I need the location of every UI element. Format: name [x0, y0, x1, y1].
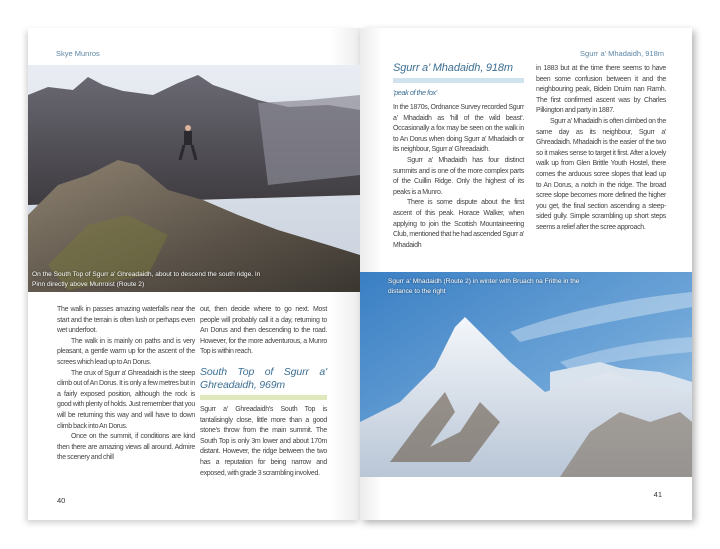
- paragraph: in 1883 but at the time there seems to have been some confusion between it and the neighbouring peak, Bidein Druim nan Ramh. The first confirmed ascent was by Charles Pilkington and party in 1887.: [536, 65, 666, 115]
- ridge-photo: [28, 65, 360, 292]
- text-column-1: [57, 305, 195, 464]
- text-column-2: [200, 305, 327, 479]
- text-column-1: [393, 62, 524, 251]
- paragraph: Sgurr a' Mhadaidh has four distinct summits and is one of the more complex parts of the Cuillin Ridge. Only the highest of its peaks is a Munro.: [393, 156, 524, 196]
- left-page: [28, 28, 360, 520]
- photo-caption: Sgurr a' Mhadaidh (Route 2) in winter with Bruach na Frithe in the distance to the right: [388, 278, 580, 295]
- paragraph: Sgurr a' Mhadaidh is often climbed on the same day as its neighbour, Sgurr a' Ghreadaidh. Mhadaidh is the easier of the two so it makes sense to target it first. After a lovely walk up from Glen Brittle Youth Hostel, there comes the arduous scree slopes that lead up to An Dorus, a notch in the ridge. The broad scree slope becomes more defined the higher you get, the final section ascending a steep-sided gully. Simple scrambling up short steps seems a relief after the scree approach.: [536, 117, 666, 231]
- running-head: Sgurr a' Mhadaidh, 918m: [580, 49, 664, 58]
- paragraph: In the 1870s, Ordnance Survey recorded Sgurr a' Mhadaidh as 'hill of the wild beast'. Occasionally a fox may be seen on the walk in to An Dorus when doing Sgurr a' Mhadaidh or its neighbour, Sgurr a' Ghreadaidh.: [393, 104, 524, 154]
- paragraph: Sgurr a' Ghreadaidh's South Top is tantalisingly close, little more than a good stone's throw from the main summit. The South Top is only 3m lower and about 170m distant. However, the ridge between the two has a reputation for being narrow and exposed, with grade 3 scrambling involved.: [200, 405, 327, 477]
- heading-rule: [200, 395, 327, 400]
- paragraph: out, then decide where to go next. Most people will probably call it a day, returning to An Dorus and then descending to the road. However, for the more adventurous, a Munro Top is within reach.: [200, 306, 327, 356]
- paragraph: The crux of Sgurr a' Ghreadaidh is the steep climb out of An Dorus. It is only a few metres but in a fairly exposed position, although the rock is good with plenty of holds. Just remember that you will be returning this way and will have to down climb back into An Dorus.: [57, 369, 195, 430]
- section-heading: South Top of Sgurr a' Ghreadaidh, 969m: [200, 365, 327, 391]
- paragraph: Once on the summit, if conditions are kind then there are amazing views all around. Admire the scenery and chill: [57, 433, 195, 462]
- heading-rule: [393, 78, 524, 83]
- paragraph: The walk in passes amazing waterfalls near the start and the terrain is often lush or perhaps even wet underfoot.: [57, 306, 195, 335]
- photo-caption: On the South Top of Sgurr a' Ghreadaidh, about to descend the south ridge. In Pinn directly above Munroist (Route 2): [32, 271, 261, 288]
- page-heading: Sgurr a' Mhadaidh, 918m: [393, 62, 513, 74]
- text-column-2: [536, 64, 666, 234]
- paragraph: The walk in is mainly on paths and is very pleasant, a gentle warm up for the ascent of the screes which lead up to An Dorus.: [57, 337, 195, 366]
- running-head: Skye Munros: [56, 49, 100, 58]
- subtitle: 'peak of the fox': [393, 88, 437, 97]
- paragraph: There is some dispute about the first ascent of this peak. Horace Walker, when applying to join the Scottish Mountaineering Club, mentioned that he had ascended Sgurr a' Mhadaidh: [393, 199, 524, 249]
- page-number: 41: [653, 490, 662, 499]
- page-number: 40: [57, 496, 66, 505]
- right-page: [360, 28, 692, 520]
- winter-peak-photo: [360, 272, 692, 477]
